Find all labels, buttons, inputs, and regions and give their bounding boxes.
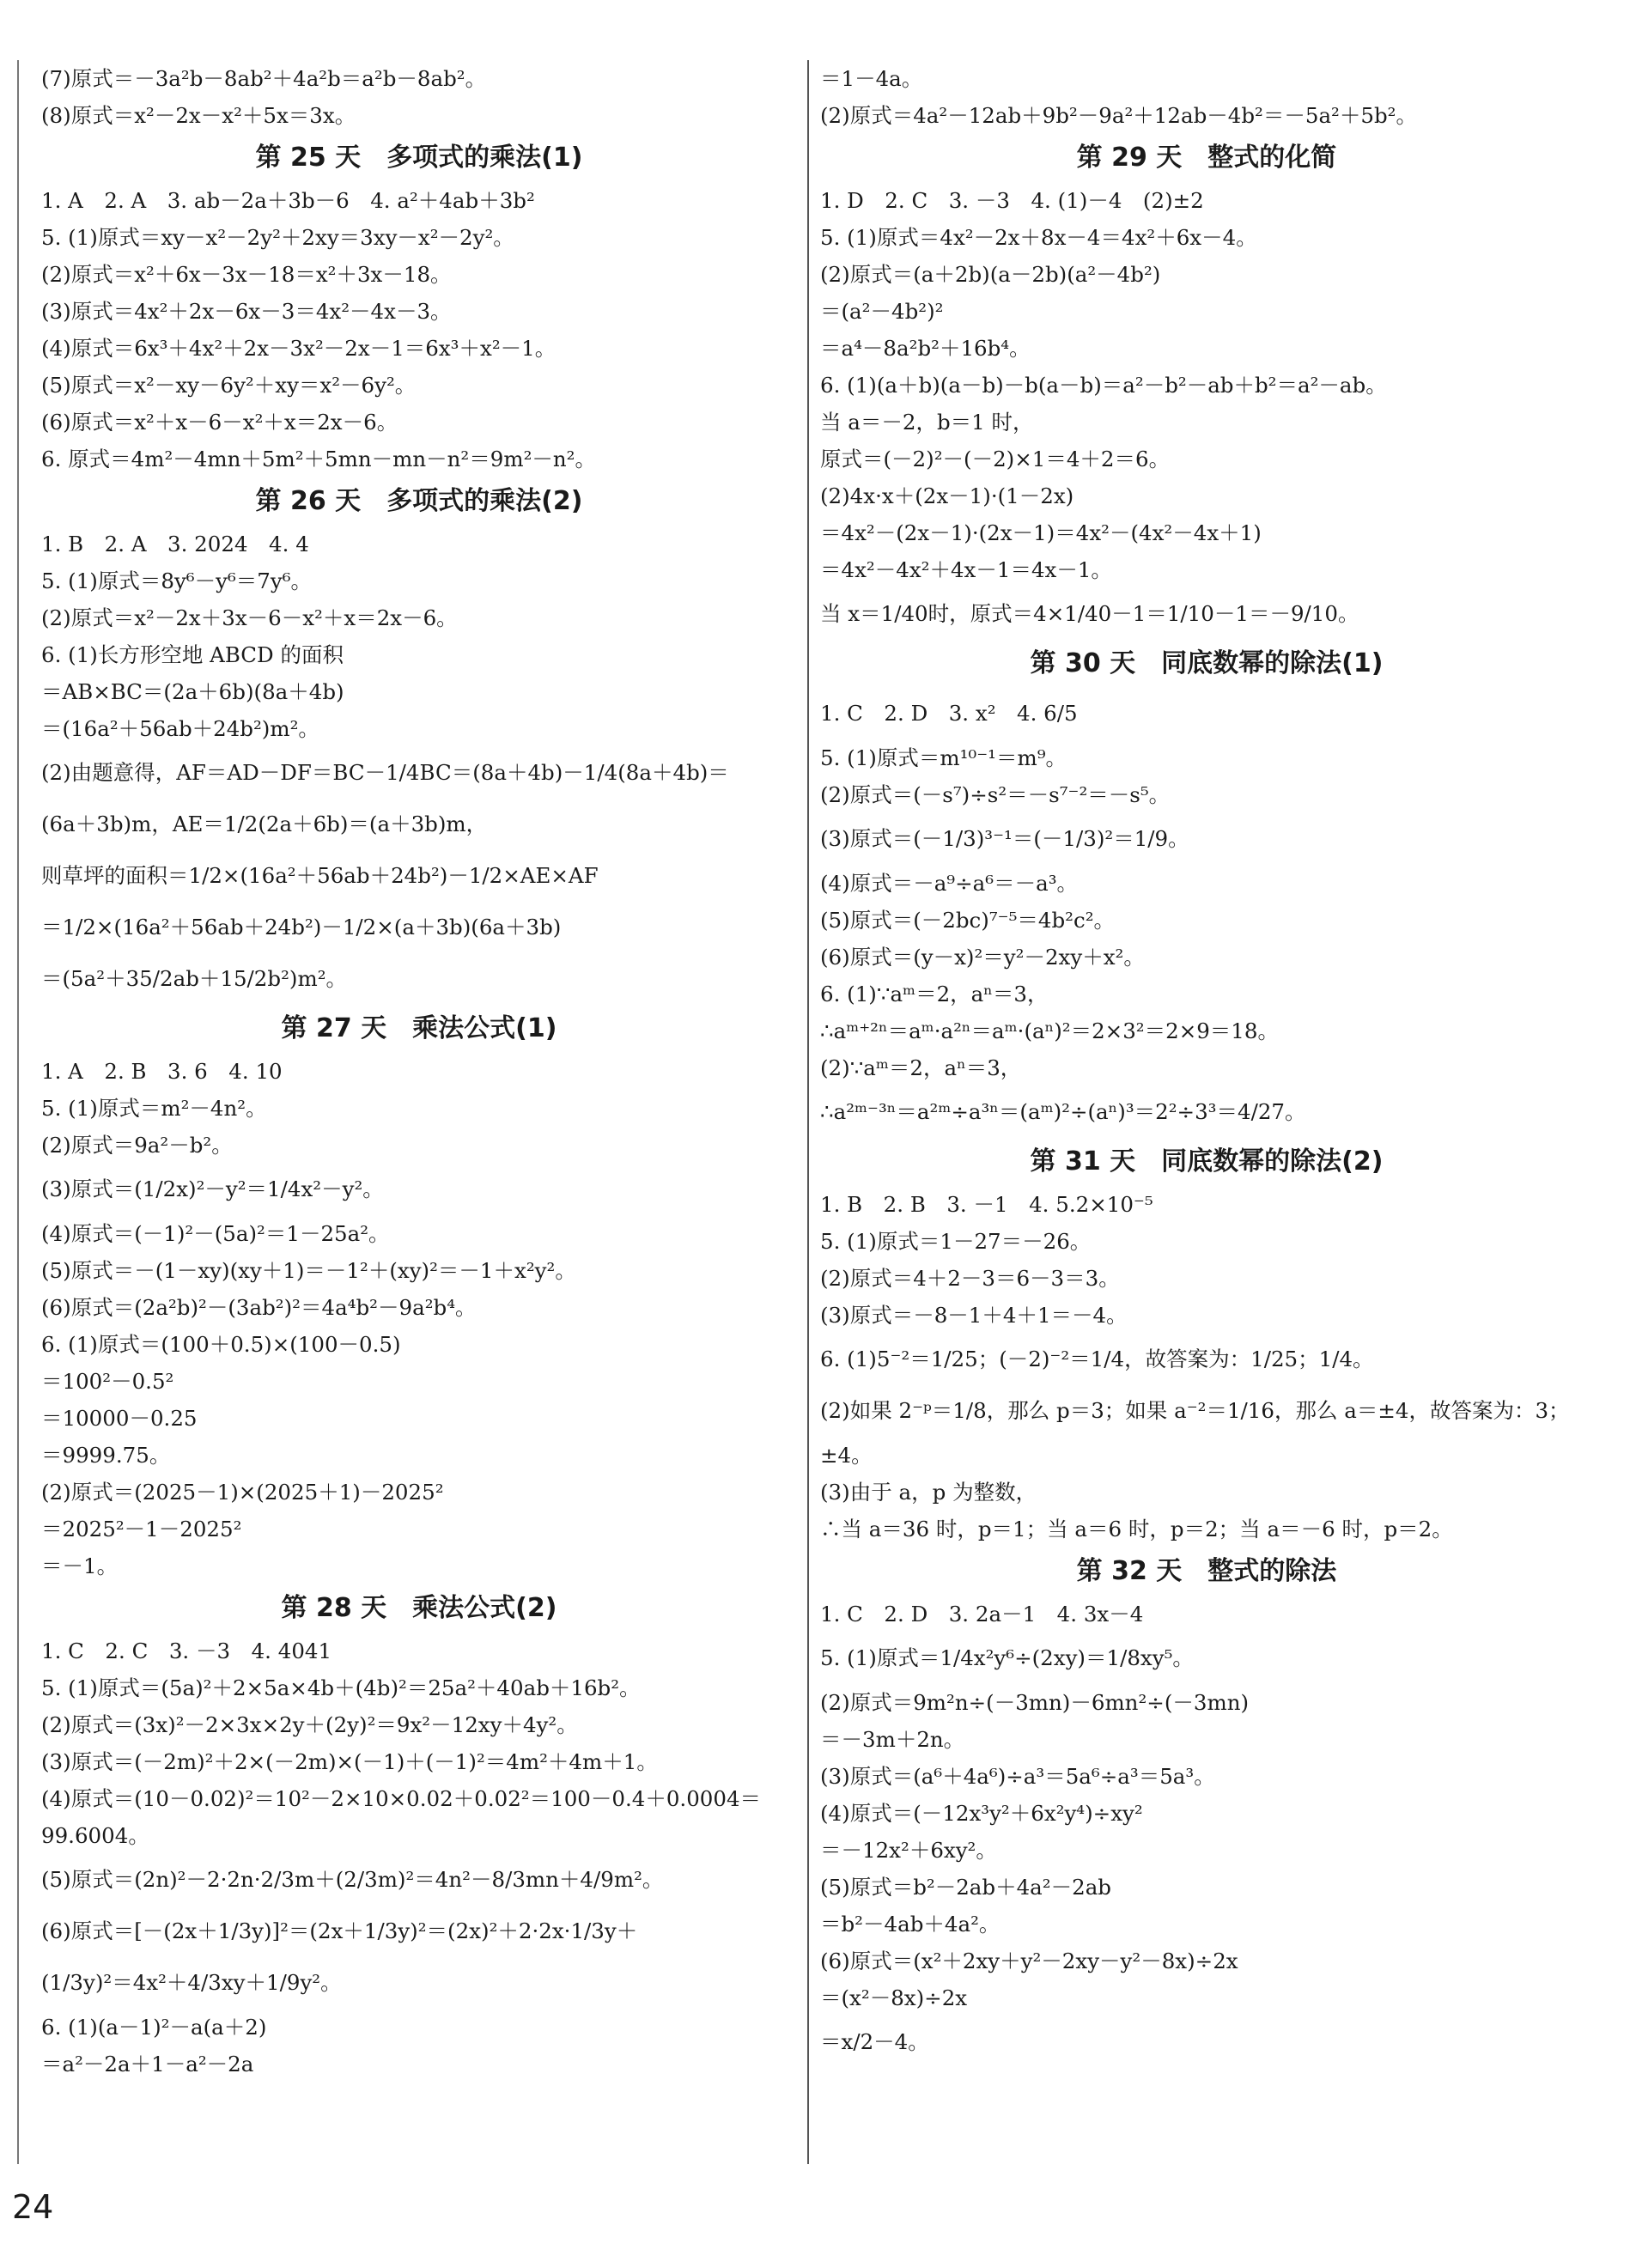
- answer-line: ＝－12x²＋6xy²。: [820, 1838, 997, 1863]
- answer-line: 5. (1)原式＝1－27＝－26。: [820, 1229, 1092, 1254]
- answer-line: 6. (1)5⁻²＝1/25；(－2)⁻²＝1/4，故答案为：1/25；1/4。: [820, 1347, 1374, 1371]
- answer-line: 5. (1)原式＝4x²－2x＋8x－4＝4x²＋6x－4。: [820, 225, 1257, 250]
- right-column: [820, 60, 1593, 2068]
- answer-line: 1. C 2. D 3. x² 4. 6/5: [820, 701, 1078, 726]
- page-number: 24: [12, 2188, 54, 2226]
- answer-line: 5. (1)原式＝xy－x²－2y²＋2xy＝3xy－x²－2y²。: [41, 225, 514, 250]
- answer-line: (5)原式＝(－2bc)⁷⁻⁵＝4b²c²。: [820, 908, 1116, 933]
- answer-line: (6a＋3b)m，AE＝1/2(2a＋6b)＝(a＋3b)m，: [41, 812, 488, 836]
- answer-line: 6. 原式＝4m²－4mn＋5m²＋5mn－mn－n²＝9m²－n²。: [41, 447, 596, 471]
- section-heading: 第 27 天 乘法公式(1): [281, 1013, 557, 1043]
- answer-line: 1. B 2. B 3. －1 4. 5.2×10⁻⁵: [820, 1192, 1153, 1217]
- answer-line: ∴aᵐ⁺²ⁿ＝aᵐ·a²ⁿ＝aᵐ·(aⁿ)²＝2×3²＝2×9＝18。: [820, 1018, 1279, 1043]
- answer-line: (4)原式＝－a⁹÷a⁶＝－a³。: [820, 871, 1079, 896]
- answer-line: (2)原式＝4＋2－3＝6－3＝3。: [820, 1266, 1120, 1291]
- answer-line: (4)原式＝(－12x³y²＋6x²y⁴)÷xy²: [820, 1801, 1143, 1826]
- answer-line: (4)原式＝(10－0.02)²＝10²－2×10×0.02＋0.02²＝100－0.4＋0.0004＝: [41, 1786, 762, 1811]
- answer-line: (4)原式＝(－1)²－(5a)²＝1－25a²。: [41, 1221, 390, 1246]
- left-margin-rule: [17, 60, 19, 2164]
- section-heading: 第 31 天 同底数幂的除法(2): [1030, 1146, 1384, 1177]
- answer-line: (2)原式＝(－s⁷)÷s²＝－s⁷⁻²＝－s⁵。: [820, 782, 1171, 807]
- answer-line: ＝－3m＋2n。: [820, 1727, 965, 1752]
- answer-line: 6. (1)(a－1)²－a(a＋2): [41, 2015, 267, 2040]
- answer-line: (2)原式＝(2025－1)×(2025＋1)－2025²: [41, 1480, 444, 1505]
- answer-line: 5. (1)原式＝m¹⁰⁻¹＝m⁹。: [820, 745, 1067, 770]
- answer-line: (2)∵aᵐ＝2，aⁿ＝3，: [820, 1055, 1022, 1080]
- answer-line: (2)如果 2⁻ᵖ＝1/8，那么 p＝3；如果 a⁻²＝1/16，那么 a＝±4，故答案为：3；: [820, 1398, 1570, 1423]
- answer-line: (3)原式＝(1/2x)²－y²＝1/4x²－y²。: [41, 1177, 384, 1201]
- answer-line: ＝a²－2a＋1－a²－2a: [41, 2052, 254, 2076]
- answer-line: 6. (1)∵aᵐ＝2，aⁿ＝3，: [820, 982, 1049, 1006]
- answer-line: (2)原式＝x²＋6x－3x－18＝x²＋3x－18。: [41, 262, 452, 287]
- answer-line: ＝10000－0.25: [41, 1406, 198, 1431]
- answer-line: 1. D 2. C 3. －3 4. (1)－4 (2)±2: [820, 188, 1204, 213]
- answer-line: (2)原式＝4a²－12ab＋9b²－9a²＋12ab－4b²＝－5a²＋5b²。: [820, 103, 1417, 128]
- answer-line: 1. A 2. B 3. 6 4. 10: [41, 1059, 283, 1084]
- answer-line: ＝4x²－(2x－1)·(2x－1)＝4x²－(4x²－4x＋1): [820, 520, 1262, 545]
- answer-line: 当 x＝1/40时，原式＝4×1/40－1＝1/10－1＝－9/10。: [820, 601, 1359, 626]
- answer-line: ∴当 a＝36 时，p＝1；当 a＝6 时，p＝2；当 a＝－6 时，p＝2。: [820, 1517, 1453, 1541]
- answer-line: 5. (1)原式＝1/4x²y⁶÷(2xy)＝1/8xy⁵。: [820, 1645, 1194, 1670]
- answer-line: 99.6004。: [41, 1823, 149, 1848]
- answer-line: ＝9999.75。: [41, 1443, 171, 1468]
- answer-line: 6. (1)原式＝(100＋0.5)×(100－0.5): [41, 1332, 401, 1357]
- answer-line: (3)原式＝(a⁶＋4a⁶)÷a³＝5a⁶÷a³＝5a³。: [820, 1764, 1215, 1789]
- section-heading: 第 30 天 同底数幂的除法(1): [1030, 648, 1384, 678]
- left-column: [41, 60, 797, 2083]
- answer-line: ＝AB×BC＝(2a＋6b)(8a＋4b): [41, 679, 344, 704]
- answer-line: ＝－1。: [41, 1554, 119, 1578]
- answer-line: (5)原式＝(2n)²－2·2n·2/3m＋(2/3m)²＝4n²－8/3mn＋4/9m²。: [41, 1867, 664, 1892]
- answer-line: ＝1/2×(16a²＋56ab＋24b²)－1/2×(a＋3b)(6a＋3b): [41, 915, 562, 939]
- answer-line: ＝a⁴－8a²b²＋16b⁴。: [820, 336, 1031, 361]
- answer-line: (5)原式＝b²－2ab＋4a²－2ab: [820, 1875, 1111, 1900]
- answer-line: (3)由于 a，p 为整数，: [820, 1480, 1037, 1505]
- answer-line: (6)原式＝(x²＋2xy＋y²－2xy－y²－8x)÷2x: [820, 1949, 1238, 1973]
- answer-line: ＝1－4a。: [820, 66, 923, 91]
- answer-line: ＝(a²－4b²)²: [820, 299, 944, 324]
- answer-line: 则草坪的面积＝1/2×(16a²＋56ab＋24b²)－1/2×AE×AF: [41, 863, 599, 888]
- section-heading: 第 26 天 多项式的乘法(2): [255, 486, 583, 516]
- answer-line: (3)原式＝－8－1＋4＋1＝－4。: [820, 1303, 1128, 1328]
- column-divider: [807, 60, 809, 2164]
- answer-line: ±4。: [820, 1443, 873, 1468]
- answer-line: (2)原式＝9m²n÷(－3mn)－6mn²÷(－3mn): [820, 1690, 1250, 1715]
- answer-line: 1. C 2. D 3. 2a－1 4. 3x－4: [820, 1602, 1144, 1627]
- answer-line: (2)原式＝x²－2x＋3x－6－x²＋x＝2x－6。: [41, 605, 458, 630]
- answer-line: (5)原式＝x²－xy－6y²＋xy＝x²－6y²。: [41, 373, 417, 398]
- answer-line: 5. (1)原式＝m²－4n²。: [41, 1096, 267, 1121]
- answer-line: ＝(x²－8x)÷2x: [820, 1985, 968, 2010]
- answer-line: (8)原式＝x²－2x－x²＋5x＝3x。: [41, 103, 356, 128]
- section-heading: 第 28 天 乘法公式(2): [281, 1593, 557, 1623]
- answer-line: (3)原式＝(－1/3)³⁻¹＝(－1/3)²＝1/9。: [820, 826, 1189, 851]
- answer-line: ＝(16a²＋56ab＋24b²)m²。: [41, 716, 319, 741]
- answer-line: (2)4x·x＋(2x－1)·(1－2x): [820, 483, 1074, 508]
- answer-line: (3)原式＝4x²＋2x－6x－3＝4x²－4x－3。: [41, 299, 452, 324]
- answer-line: (6)原式＝(2a²b)²－(3ab²)²＝4a⁴b²－9a²b⁴。: [41, 1295, 477, 1320]
- answer-line: ＝(5a²＋35/2ab＋15/2b²)m²。: [41, 966, 348, 991]
- answer-line: 当 a＝－2，b＝1 时，: [820, 410, 1034, 435]
- answer-line: (2)由题意得，AF＝AD－DF＝BC－1/4BC＝(8a＋4b)－1/4(8a＋4b)＝: [41, 760, 729, 785]
- answer-line: ＝x/2－4。: [820, 2029, 929, 2054]
- answer-line: 1. A 2. A 3. ab－2a＋3b－6 4. a²＋4ab＋3b²: [41, 188, 535, 213]
- answer-line: ＝4x²－4x²＋4x－1＝4x－1。: [820, 557, 1112, 582]
- answer-line: ＝100²－0.5²: [41, 1369, 174, 1394]
- answer-line: (3)原式＝(－2m)²＋2×(－2m)×(－1)＋(－1)²＝4m²＋4m＋1。: [41, 1749, 658, 1774]
- section-heading: 第 25 天 多项式的乘法(1): [255, 143, 583, 173]
- answer-line: (1/3y)²＝4x²＋4/3xy＋1/9y²。: [41, 1970, 342, 1995]
- answer-line: (6)原式＝(y－x)²＝y²－2xy＋x²。: [820, 945, 1145, 970]
- answer-line: 6. (1)(a＋b)(a－b)－b(a－b)＝a²－b²－ab＋b²＝a²－ab。: [820, 373, 1387, 398]
- answer-line: (4)原式＝6x³＋4x²＋2x－3x²－2x－1＝6x³＋x²－1。: [41, 336, 557, 361]
- section-heading: 第 32 天 整式的除法: [1076, 1556, 1337, 1586]
- answer-line: (2)原式＝9a²－b²。: [41, 1133, 233, 1158]
- answer-line: ＝2025²－1－2025²: [41, 1517, 242, 1541]
- answer-line: (7)原式＝－3a²b－8ab²＋4a²b＝a²b－8ab²。: [41, 66, 487, 91]
- answer-line: ∴a²ᵐ⁻³ⁿ＝a²ᵐ÷a³ⁿ＝(aᵐ)²÷(aⁿ)³＝2²÷3³＝4/27。: [820, 1099, 1306, 1124]
- answer-line: 5. (1)原式＝(5a)²＋2×5a×4b＋(4b)²＝25a²＋40ab＋16b²。: [41, 1675, 641, 1700]
- answer-line: (6)原式＝x²＋x－6－x²＋x＝2x－6。: [41, 410, 398, 435]
- answer-line: 5. (1)原式＝8y⁶－y⁶＝7y⁶。: [41, 569, 313, 593]
- section-heading: 第 29 天 整式的化简: [1076, 143, 1337, 173]
- answer-line: ＝b²－4ab＋4a²。: [820, 1912, 1001, 1937]
- answer-line: 6. (1)长方形空地 ABCD 的面积: [41, 642, 344, 667]
- answer-line: 原式＝(－2)²－(－2)×1＝4＋2＝6。: [820, 447, 1171, 471]
- answer-line: (6)原式＝[－(2x＋1/3y)]²＝(2x＋1/3y)²＝(2x)²＋2·2x·1/3y＋: [41, 1918, 638, 1943]
- answer-line: 1. C 2. C 3. －3 4. 4041: [41, 1639, 332, 1663]
- answer-line: (2)原式＝(3x)²－2×3x×2y＋(2y)²＝9x²－12xy＋4y²。: [41, 1712, 578, 1737]
- answer-line: 1. B 2. A 3. 2024 4. 4: [41, 532, 309, 556]
- answer-line: (5)原式＝－(1－xy)(xy＋1)＝－1²＋(xy)²＝－1＋x²y²。: [41, 1258, 576, 1283]
- answer-line: (2)原式＝(a＋2b)(a－2b)(a²－4b²): [820, 262, 1161, 287]
